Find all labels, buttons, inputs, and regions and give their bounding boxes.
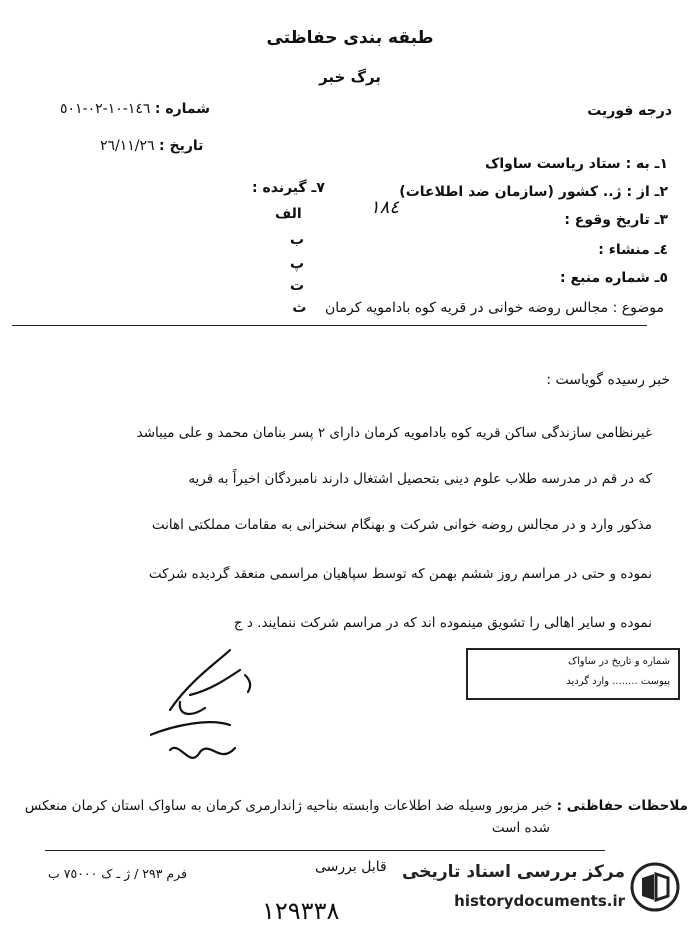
remarks-text: خبر مزبور وسیله ضد اطلاعات وابسته بناحیه ژاندارمری کرمان به ساواک استان کرمان منعکس xyxy=(24,798,553,814)
copy-label: قابل بررسی xyxy=(315,859,387,875)
number-row xyxy=(60,101,210,117)
remarks-label: ملاحظات حفاظتی : xyxy=(556,798,688,814)
field-origin: ٤ـ منشاء : xyxy=(598,242,668,258)
recipient-item: پ xyxy=(290,256,305,272)
form-code: فرم ٢٩٣ / ژ ـ ک ٧٥٠٠٠ ب xyxy=(48,866,188,881)
watermark-site: historydocuments.ir xyxy=(454,892,625,910)
date-value: ٢٦/١١/٢٦ xyxy=(100,138,155,154)
number-value: ١٤٦-١٠-٠٢-٥٠١ xyxy=(60,101,151,117)
field-from: ٢ـ از : ژ.. کشور (سازمان ضد اطلاعات) xyxy=(399,184,668,200)
field-to: ١ـ به : ستاد ریاست ساواک xyxy=(485,156,668,172)
report-intro: خبر رسیده گویاست : xyxy=(546,372,670,388)
stamp-line: پیوست ........ وارد گردید xyxy=(566,676,670,687)
subject-line xyxy=(292,300,664,316)
recipients-label: ٧ـ گیرنده : xyxy=(252,180,325,196)
remarks-row xyxy=(25,798,688,814)
body-line: غیرنظامی سازندگی ساکن قریه کوه بادامویه کرمان دارای ٢ پسر بنامان محمد و علی میباشد xyxy=(136,425,652,441)
remarks-text-cont: شده است xyxy=(491,820,550,836)
field-event-date: ٣ـ تاریخ وقوع : xyxy=(564,212,668,228)
handwritten-mark: ١٨٤ xyxy=(370,197,400,218)
classification-heading xyxy=(0,28,700,48)
recipient-item: الف xyxy=(275,206,302,222)
form-title: برگ خبر xyxy=(319,68,381,86)
watermark-title: مرکز بررسی اسناد تاریخی xyxy=(402,862,625,882)
signature-icon xyxy=(150,640,270,770)
footer-divider xyxy=(45,850,605,851)
receipt-stamp xyxy=(466,648,680,700)
body-line: که در قم در مدرسه طلاب علوم دینی بتحصیل اشتغال دارند نامبردگان اخیراً به قریه xyxy=(188,471,652,487)
date-label: تاریخ : xyxy=(159,138,204,154)
date-row xyxy=(100,138,203,154)
number-label: شماره : xyxy=(154,101,211,117)
body-line: نموده و سایر اهالی را تشویق مینموده اند که در مراسم شرکت ننمایند. د ج xyxy=(233,615,652,631)
archive-number: ١٢٩٣٣٨ xyxy=(262,897,340,925)
subject-recipient-item: ث xyxy=(292,300,307,316)
header-divider xyxy=(12,325,647,326)
field-source-number: ٥ـ شماره منبع : xyxy=(560,270,668,286)
body-line: نموده و حتی در مراسم روز ششم بهمن که توسط سپاهیان مراسمی منعقد گردیده شرکت xyxy=(148,566,652,582)
classification-label: طبقه بندی حفاظتی xyxy=(266,28,434,48)
subject-text: موضوع : مجالس روضه خوانی در قریه کوه بادامویه کرمان xyxy=(324,300,664,316)
recipient-item: ب xyxy=(290,232,305,248)
priority-label: درجه فوریت xyxy=(587,103,672,119)
body-line: مذکور وارد و در مجالس روضه خوانی شرکت و بهنگام سخنرانی به مقامات مملکتی اهانت xyxy=(151,517,652,533)
archive-logo-icon xyxy=(630,862,680,912)
stamp-line: شماره و تاریخ در ساواک xyxy=(568,656,670,667)
recipient-item: ت xyxy=(290,278,305,294)
